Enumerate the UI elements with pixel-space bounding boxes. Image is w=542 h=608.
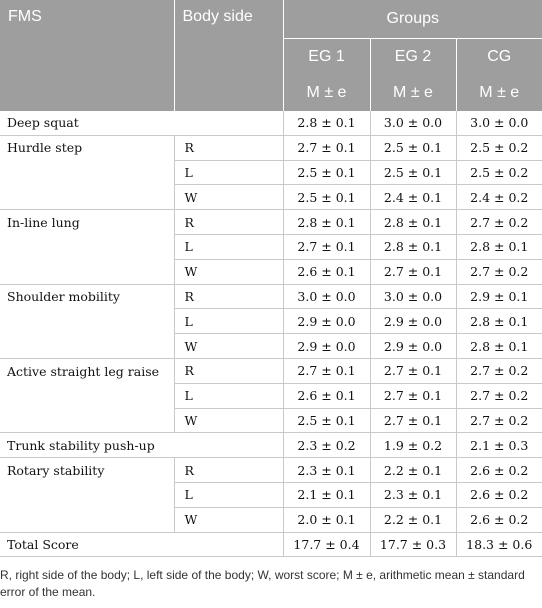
cell-cg: 2.6 ± 0.2 <box>456 507 542 532</box>
row-label: Active straight leg raise <box>7 363 160 379</box>
table-row <box>0 234 542 259</box>
cell-cg: 2.8 ± 0.1 <box>456 234 542 259</box>
table-footnote: R, right side of the body; L, left side of the body; W, worst score; M ± e, arithmetic mean ± standard error of the mean. <box>0 568 525 599</box>
cell-eg1: 2.3 ± 0.1 <box>283 458 370 483</box>
body-side-cell: L <box>174 160 283 185</box>
cell-cg: 2.6 ± 0.2 <box>456 482 542 507</box>
body-side-cell: R <box>174 358 283 383</box>
cell-cg: 2.7 ± 0.2 <box>456 210 542 235</box>
body-side-cell: W <box>174 185 283 210</box>
cell-eg2: 2.9 ± 0.0 <box>370 309 456 334</box>
cell-eg1: 2.7 ± 0.1 <box>283 234 370 259</box>
row-label: Rotary stability <box>7 462 105 478</box>
cell-eg1: 2.5 ± 0.1 <box>283 160 370 185</box>
cell-eg2: 2.8 ± 0.1 <box>370 210 456 235</box>
row-label <box>0 383 174 408</box>
cell-cg: 2.8 ± 0.1 <box>456 334 542 359</box>
table-row <box>0 210 542 235</box>
row-label <box>0 334 174 359</box>
cell-eg1: 17.7 ± 0.4 <box>283 532 370 557</box>
body-side-cell: W <box>174 408 283 433</box>
body-side-cell: R <box>174 135 283 160</box>
header-stat-eg1: M ± e <box>283 75 370 111</box>
body-side-cell: R <box>174 210 283 235</box>
cell-cg: 2.5 ± 0.2 <box>456 135 542 160</box>
table-row <box>0 408 542 433</box>
table-row <box>0 135 542 160</box>
header-stat-cg: M ± e <box>456 75 542 111</box>
row-label: Shoulder mobility <box>7 289 120 305</box>
cell-eg1: 2.6 ± 0.1 <box>283 383 370 408</box>
table-row <box>0 111 542 135</box>
header-groups: Groups <box>283 0 542 39</box>
cell-eg2: 2.9 ± 0.0 <box>370 334 456 359</box>
cell-cg: 18.3 ± 0.6 <box>456 532 542 557</box>
table-row <box>0 334 542 359</box>
row-label: Trunk stability push-up <box>0 433 283 458</box>
cell-eg2: 2.4 ± 0.1 <box>370 185 456 210</box>
table-row <box>0 284 542 309</box>
body-side-cell: W <box>174 334 283 359</box>
cell-eg2: 2.7 ± 0.1 <box>370 408 456 433</box>
cell-eg2: 2.5 ± 0.1 <box>370 160 456 185</box>
row-label <box>0 160 174 185</box>
cell-eg1: 2.9 ± 0.0 <box>283 334 370 359</box>
header-fms: FMS <box>0 0 174 111</box>
row-label <box>0 408 174 433</box>
cell-eg2: 2.5 ± 0.1 <box>370 135 456 160</box>
body-side-cell: R <box>174 458 283 483</box>
row-label: Total Score <box>0 532 283 557</box>
cell-eg1: 2.6 ± 0.1 <box>283 259 370 284</box>
cell-cg: 2.1 ± 0.3 <box>456 433 542 458</box>
cell-eg1: 2.9 ± 0.0 <box>283 309 370 334</box>
cell-eg1: 2.7 ± 0.1 <box>283 135 370 160</box>
cell-eg1: 2.5 ± 0.1 <box>283 185 370 210</box>
row-label <box>0 259 174 284</box>
cell-eg1: 2.5 ± 0.1 <box>283 408 370 433</box>
table-row <box>0 259 542 284</box>
cell-cg: 2.4 ± 0.2 <box>456 185 542 210</box>
cell-eg1: 3.0 ± 0.0 <box>283 284 370 309</box>
cell-cg: 3.0 ± 0.0 <box>456 111 542 135</box>
body-side-cell: L <box>174 234 283 259</box>
cell-cg: 2.7 ± 0.2 <box>456 408 542 433</box>
table-row <box>0 482 542 507</box>
cell-eg1: 2.8 ± 0.1 <box>283 111 370 135</box>
cell-eg2: 2.3 ± 0.1 <box>370 482 456 507</box>
body-side-cell: R <box>174 284 283 309</box>
cell-cg: 2.7 ± 0.2 <box>456 259 542 284</box>
table-row <box>0 433 542 458</box>
header-stat-eg2: M ± e <box>370 75 456 111</box>
cell-eg2: 2.8 ± 0.1 <box>370 234 456 259</box>
body-side-cell: L <box>174 383 283 408</box>
cell-eg2: 3.0 ± 0.0 <box>370 111 456 135</box>
cell-eg2: 3.0 ± 0.0 <box>370 284 456 309</box>
table-row <box>0 358 542 383</box>
header-body-side: Body side <box>174 0 283 111</box>
cell-eg2: 2.7 ± 0.1 <box>370 383 456 408</box>
cell-cg: 2.5 ± 0.2 <box>456 160 542 185</box>
table-row <box>0 309 542 334</box>
cell-eg2: 2.2 ± 0.1 <box>370 458 456 483</box>
cell-cg: 2.9 ± 0.1 <box>456 284 542 309</box>
body-side-cell: W <box>174 259 283 284</box>
body-side-cell: L <box>174 482 283 507</box>
cell-cg: 2.6 ± 0.2 <box>456 458 542 483</box>
table-row <box>0 507 542 532</box>
cell-eg1: 2.0 ± 0.1 <box>283 507 370 532</box>
cell-eg2: 2.2 ± 0.1 <box>370 507 456 532</box>
cell-eg1: 2.7 ± 0.1 <box>283 358 370 383</box>
cell-eg2: 17.7 ± 0.3 <box>370 532 456 557</box>
row-label: Deep squat <box>0 111 283 135</box>
header-group-eg1: EG 1 <box>283 39 370 76</box>
row-label <box>0 234 174 259</box>
cell-eg2: 1.9 ± 0.2 <box>370 433 456 458</box>
table-row <box>0 383 542 408</box>
header-group-cg: CG <box>456 39 542 76</box>
header-group-eg2: EG 2 <box>370 39 456 76</box>
row-label <box>0 482 174 507</box>
cell-cg: 2.7 ± 0.2 <box>456 358 542 383</box>
row-label: Hurdle step <box>7 140 83 156</box>
body-side-cell: L <box>174 309 283 334</box>
cell-cg: 2.8 ± 0.1 <box>456 309 542 334</box>
row-label <box>0 309 174 334</box>
cell-eg1: 2.1 ± 0.1 <box>283 482 370 507</box>
table-row <box>0 532 542 557</box>
cell-eg1: 2.8 ± 0.1 <box>283 210 370 235</box>
cell-eg2: 2.7 ± 0.1 <box>370 358 456 383</box>
cell-eg1: 2.3 ± 0.2 <box>283 433 370 458</box>
row-label: In-line lung <box>7 214 80 230</box>
cell-eg2: 2.7 ± 0.1 <box>370 259 456 284</box>
table-row <box>0 458 542 483</box>
body-side-cell: W <box>174 507 283 532</box>
row-label <box>0 507 174 532</box>
row-label <box>0 185 174 210</box>
cell-cg: 2.7 ± 0.2 <box>456 383 542 408</box>
table-row <box>0 160 542 185</box>
table-row <box>0 185 542 210</box>
